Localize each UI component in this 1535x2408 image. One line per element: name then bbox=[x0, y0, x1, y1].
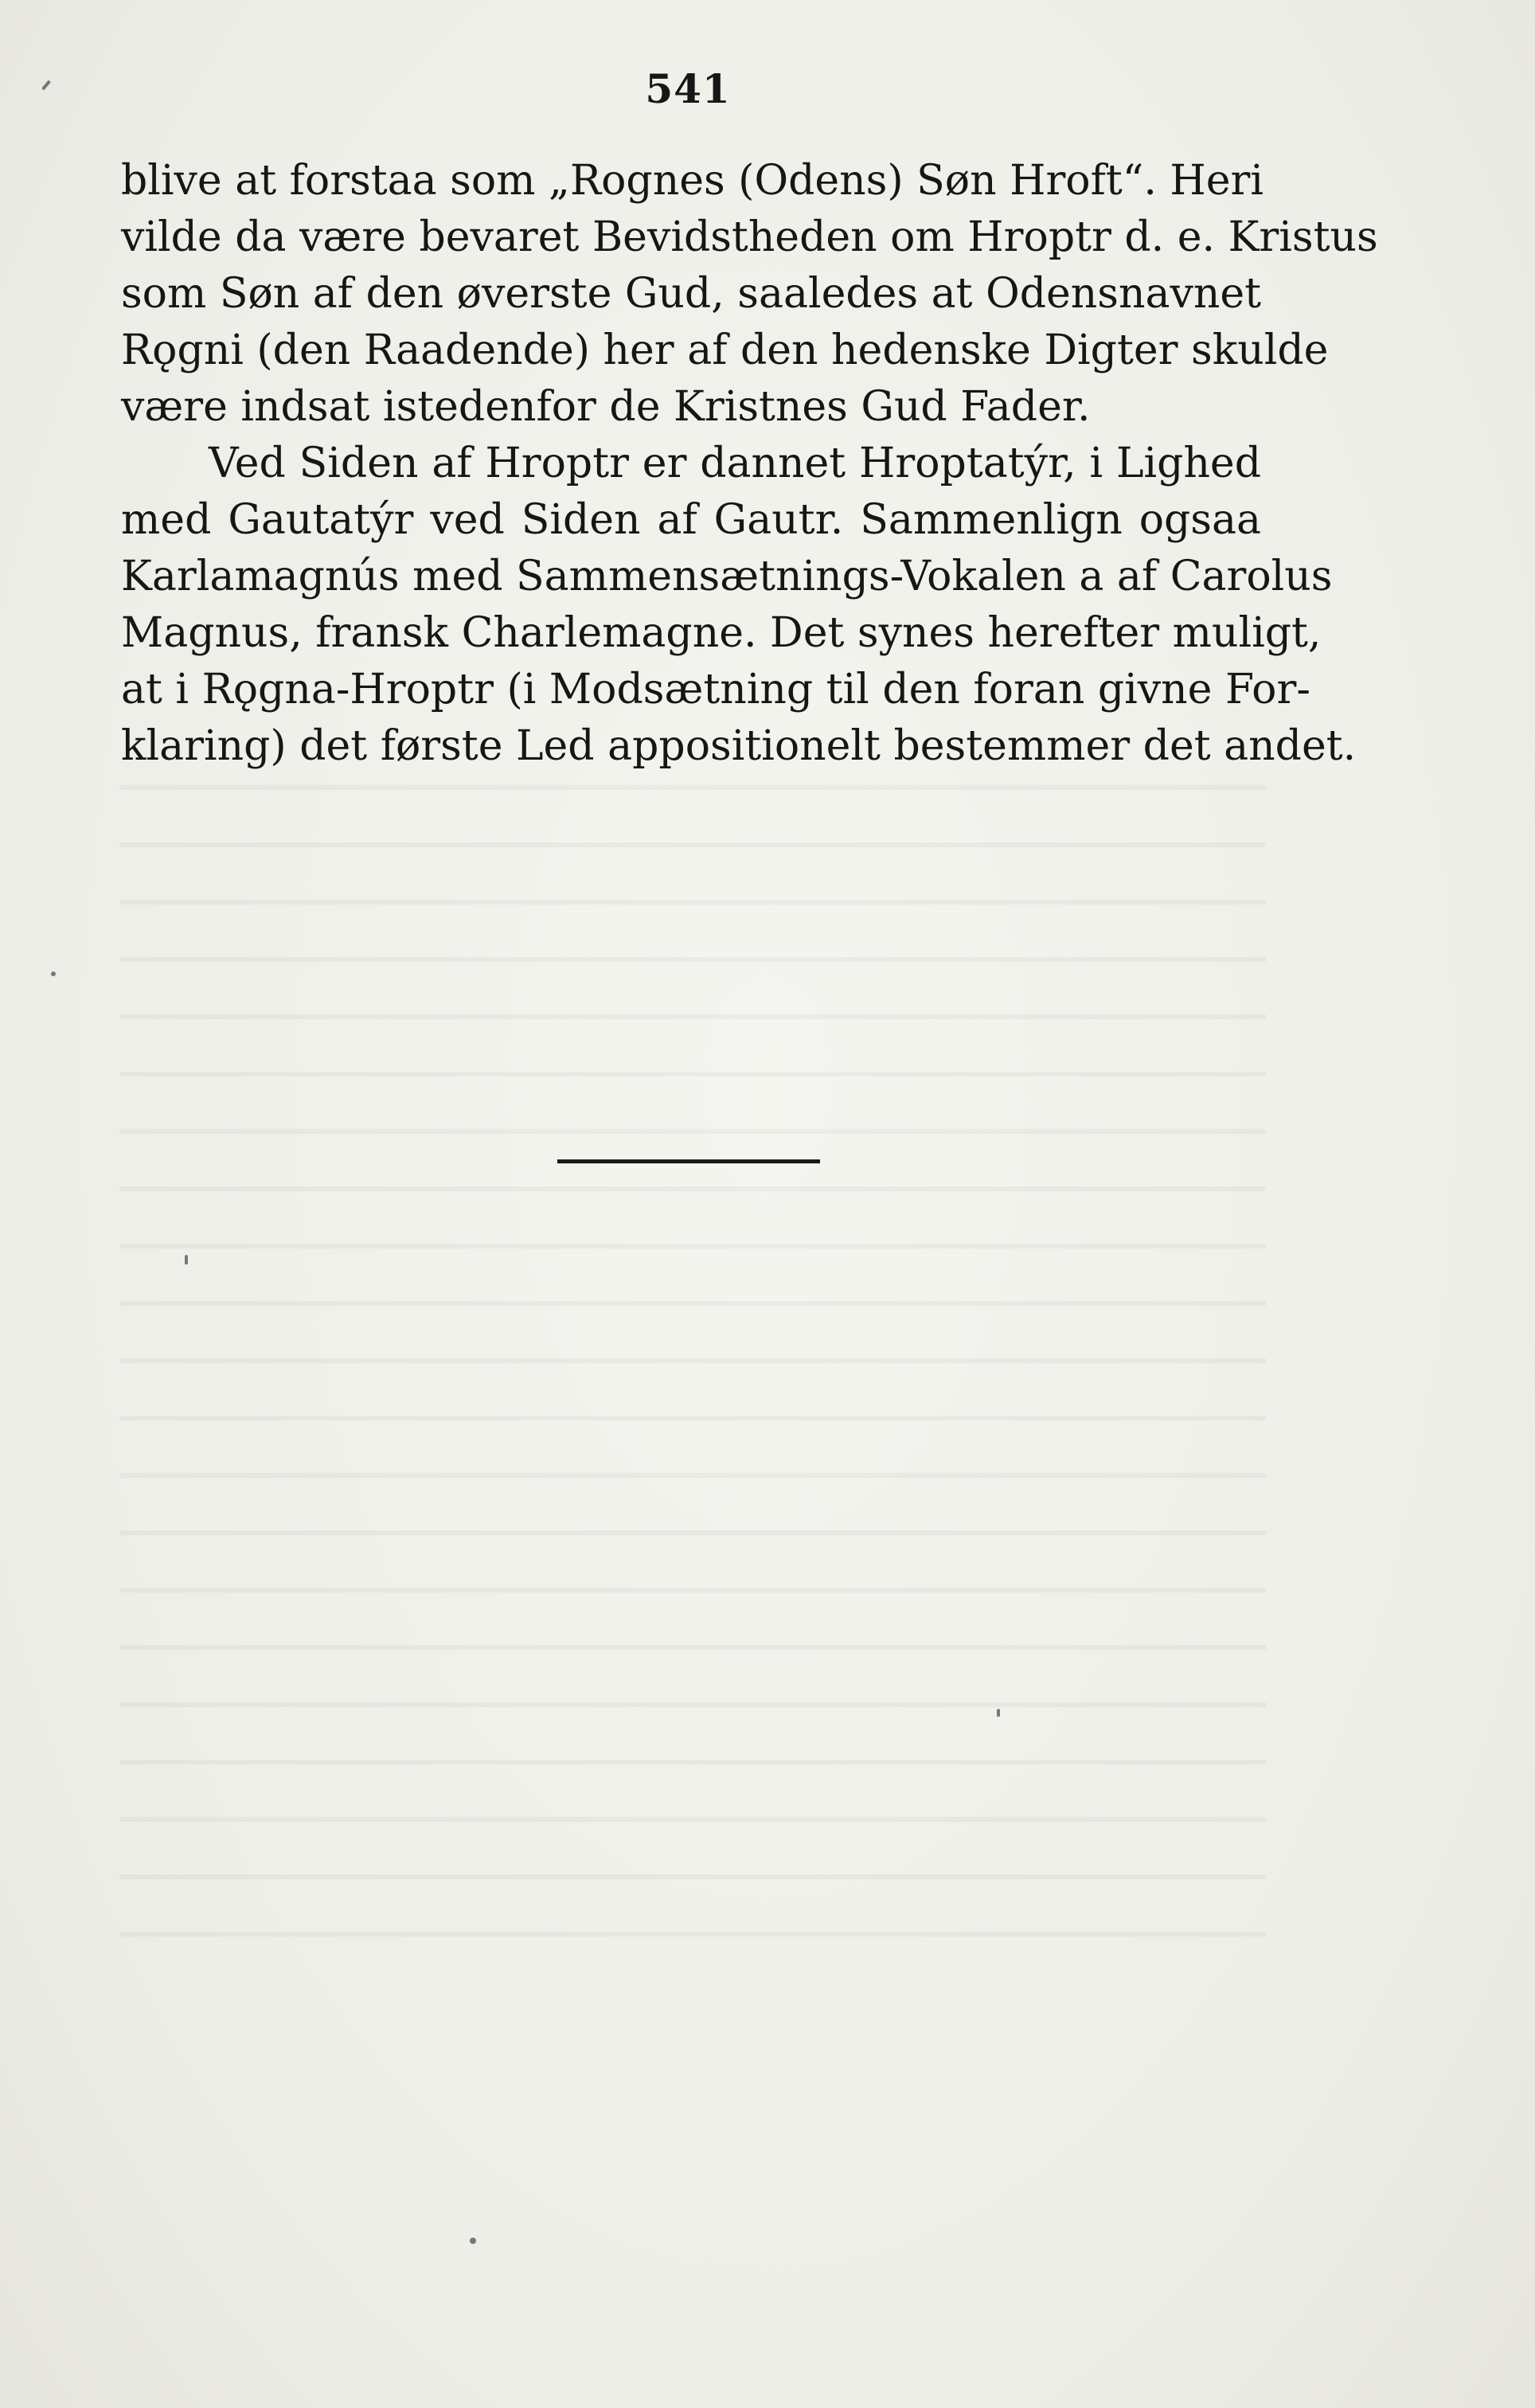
paper-speck bbox=[185, 1255, 188, 1265]
section-divider bbox=[557, 1159, 820, 1163]
text-line: at i Rǫgna-Hroptr (i Modsætning til den foran givne For- bbox=[121, 666, 1310, 713]
page-number: 541 bbox=[645, 65, 731, 112]
text-line: Rǫgni (den Raadende) her af den hedenske Digter skulde bbox=[121, 326, 1329, 374]
paragraph-2 bbox=[121, 436, 1357, 775]
paper-speck bbox=[470, 2238, 476, 2244]
text-line: vilde da være bevaret Bevidstheden om Hroptr d. e. Kristus bbox=[121, 213, 1378, 261]
show-through-text bbox=[119, 749, 1266, 1959]
text-line: som Søn af den øverste Gud, saaledes at Odensnavnet bbox=[121, 270, 1261, 318]
paper-speck bbox=[51, 971, 56, 976]
text-line: blive at forstaa som „Rognes (Odens) Søn Hroft“. Heri bbox=[121, 157, 1264, 205]
paper-speck bbox=[997, 1709, 1000, 1717]
text-line: med Gautatýr ved Siden af Gautr. Sammenlign ogsaa bbox=[121, 496, 1261, 544]
text-line: Ved Siden af Hroptr er dannet Hroptatýr, i Lighed bbox=[209, 440, 1261, 487]
text-line: Karlamagnús med Sammensætnings-Vokalen a af Carolus bbox=[121, 553, 1333, 600]
text-line: være indsat istedenfor de Kristnes Gud Fader. bbox=[121, 383, 1091, 431]
paragraph-1 bbox=[121, 153, 1378, 436]
body-text bbox=[121, 153, 1378, 775]
text-line: Magnus, fransk Charlemagne. Det synes herefter muligt, bbox=[121, 609, 1322, 657]
text-line: klaring) det første Led appositionelt bestemmer det andet. bbox=[121, 722, 1357, 770]
